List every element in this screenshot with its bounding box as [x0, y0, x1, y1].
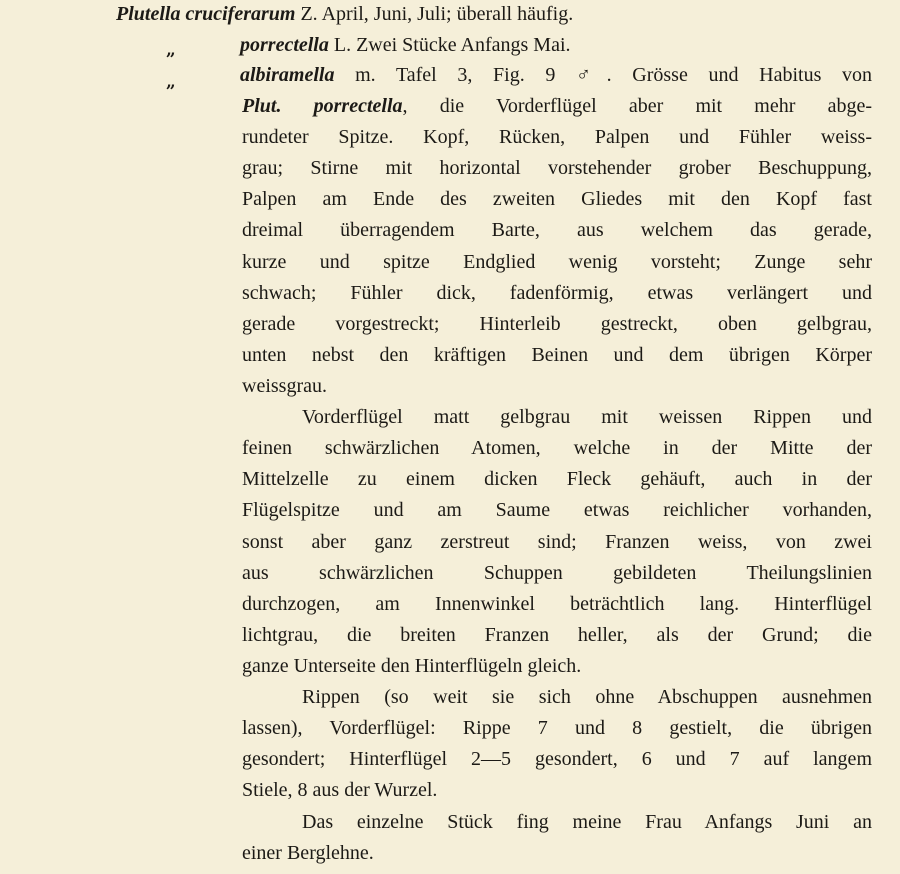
entry-plutella-cruciferarum	[116, 2, 573, 26]
text-line: aus schwärzlichen Schuppen gebildeten Theilungslinien	[242, 562, 872, 584]
text-line: Das einzelne Stück fing meine Frau Anfangs Juni an	[302, 811, 872, 833]
entry-text: L. Zwei Stücke Anfangs Mai.	[328, 34, 571, 56]
species-name: cruciferarum	[185, 3, 296, 25]
text-line: gerade vorgestreckt; Hinterleib gestreckt, oben gelbgrau,	[242, 313, 872, 335]
ditto-mark: „	[166, 40, 176, 60]
text-line: einer Berglehne.	[242, 842, 374, 864]
entry-porrectella	[240, 33, 571, 57]
text-line: Palpen am Ende des zweiten Gliedes mit den Kopf fast	[242, 188, 872, 210]
text-line: unten nebst den kräftigen Beinen und dem übrigen Körper	[242, 344, 872, 366]
text-line: rundeter Spitze. Kopf, Rücken, Palpen und Fühler weiss-	[242, 126, 872, 148]
text-line: lichtgrau, die breiten Franzen heller, als der Grund; die	[242, 624, 872, 646]
entry-albiramella	[240, 63, 872, 87]
genus-name: Plutella	[116, 3, 181, 25]
species-reference: Plut. porrectella	[242, 95, 403, 117]
text-line: Mittelzelle zu einem dicken Fleck gehäuft, auch in der	[242, 468, 872, 490]
text-line: gesondert; Hinterflügel 2—5 gesondert, 6 und 7 auf langem	[242, 748, 872, 770]
ditto-mark: „	[166, 72, 176, 92]
entry-text: Z. April, Juni, Juli; überall häufig.	[295, 3, 574, 25]
entry-text: m. Tafel 3, Fig. 9 ♂. Grösse und Habitus von	[334, 64, 872, 86]
text-line: weissgrau.	[242, 375, 327, 397]
text-line: Vorderflügel matt gelbgrau mit weissen Rippen und	[302, 406, 872, 428]
text-line: grau; Stirne mit horizontal vorstehender grober Beschuppung,	[242, 157, 872, 179]
text-line: schwach; Fühler dick, fadenförmig, etwas verlängert und	[242, 282, 872, 304]
text-line: sonst aber ganz zerstreut sind; Franzen weiss, von zwei	[242, 531, 872, 553]
species-name: albiramella	[240, 64, 335, 86]
text-line: dreimal überragendem Barte, aus welchem das gerade,	[242, 219, 872, 241]
text-line: feinen schwärzlichen Atomen, welche in der Mitte der	[242, 437, 872, 459]
text-line: ganze Unterseite den Hinterflügeln gleich.	[242, 655, 582, 677]
text-line: Rippen (so weit sie sich ohne Abschuppen ausnehmen	[302, 686, 872, 708]
text-line: Flügelspitze und am Saume etwas reichlicher vorhanden,	[242, 499, 872, 521]
text-line: Stiele, 8 aus der Wurzel.	[242, 779, 438, 801]
species-name: porrectella	[240, 34, 329, 56]
text-line: Plut. porrectella, die Vorderflügel aber mit mehr abge-	[242, 95, 872, 117]
text-line: durchzogen, am Innenwinkel beträchtlich lang. Hinterflügel	[242, 593, 872, 615]
text-line: kurze und spitze Endglied wenig vorsteht; Zunge sehr	[242, 251, 872, 273]
text-line: lassen), Vorderflügel: Rippe 7 und 8 gestielt, die übrigen	[242, 717, 872, 739]
